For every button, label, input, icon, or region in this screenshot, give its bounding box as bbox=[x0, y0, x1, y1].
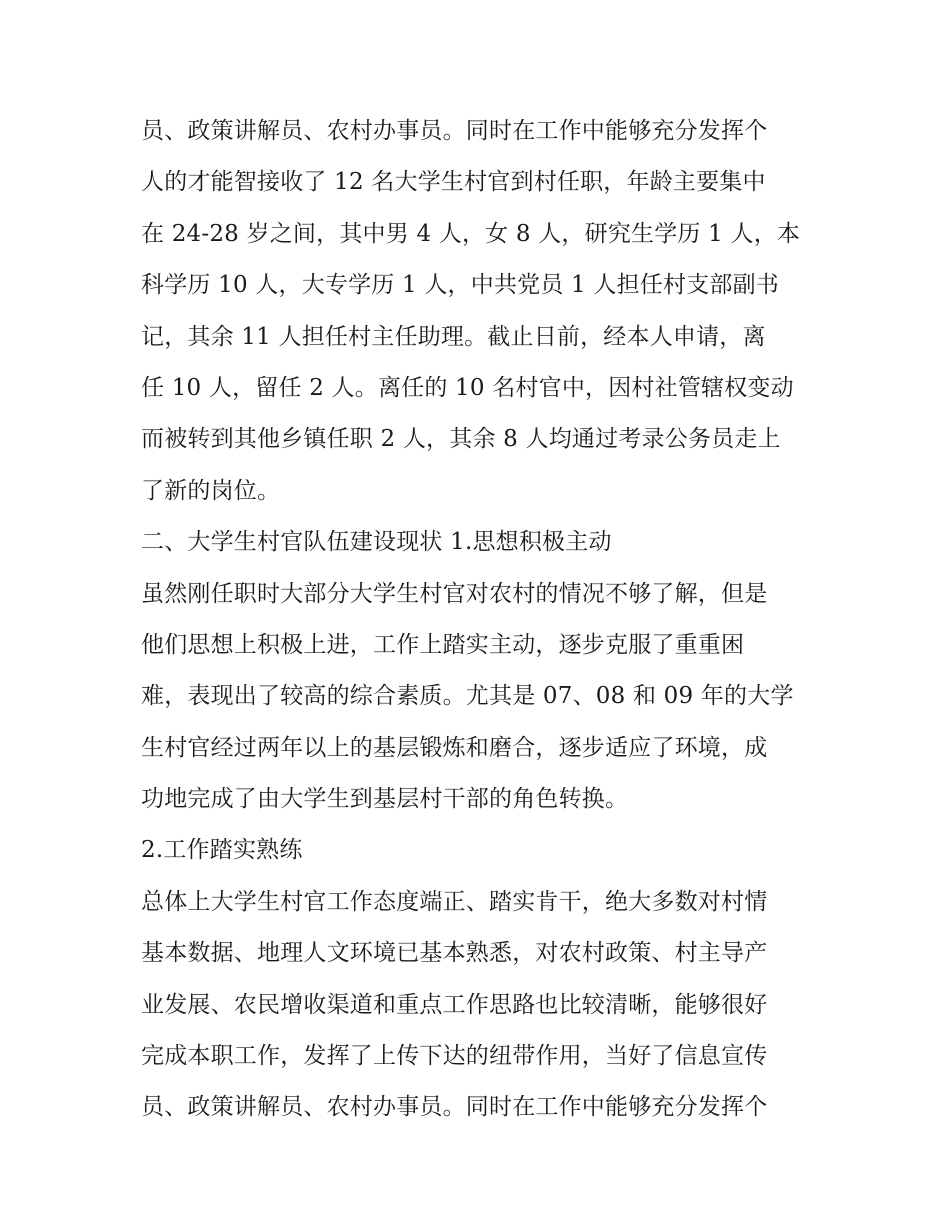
paragraph-line: 业发展、农民增收渠道和重点工作思路也比较清晰，能够很好 bbox=[141, 991, 768, 1018]
paragraph-line: 员、政策讲解员、农村办事员。同时在工作中能够充分发挥个 bbox=[141, 118, 768, 144]
body-text bbox=[141, 106, 821, 1134]
paragraph-line: 而被转到其他乡镇任职 2 人，其余 8 人均通过考录公务员走上 bbox=[141, 426, 781, 453]
paragraph-line: 科学历 10 人，大专学历 1 人，中共党员 1 人担任村支部副书 bbox=[141, 272, 779, 299]
paragraph-line: 虽然刚任职时大部分大学生村官对农村的情况不够了解，但是 bbox=[141, 580, 768, 607]
paragraph-line: 记，其余 11 人担任村主任助理。截止日前，经本人申请，离 bbox=[141, 323, 766, 350]
section-heading: 二、大学生村官队伍建设现状 1.思想积极主动 bbox=[141, 529, 612, 556]
paragraph-line: 员、政策讲解员、农村办事员。同时在工作中能够充分发挥个 bbox=[141, 1094, 768, 1121]
paragraph-line: 总体上大学生村官工作态度端正、踏实肯干，绝大多数对村情 bbox=[141, 888, 768, 915]
paragraph-line: 难，表现出了较高的综合素质。尤其是 07、08 和 09 年的大学 bbox=[141, 683, 794, 710]
paragraph-line: 在 24-28 岁之间，其中男 4 人，女 8 人，研究生学历 1 人，本 bbox=[141, 220, 801, 247]
paragraph-line: 他们思想上积极上进，工作上踏实主动，逐步克服了重重困 bbox=[141, 631, 745, 658]
paragraph-line: 了新的岗位。 bbox=[141, 477, 281, 504]
paragraph-line: 任 10 人，留任 2 人。离任的 10 名村官中，因村社管辖权变动 bbox=[141, 374, 794, 401]
paragraph-line: 基本数据、地理人文环境已基本熟悉，对农村政策、村主导产 bbox=[141, 940, 768, 967]
paragraph-line: 生村官经过两年以上的基层锻炼和磨合，逐步适应了环境，成 bbox=[141, 734, 768, 761]
paragraph-line: 功地完成了由大学生到基层村干部的角色转换。 bbox=[141, 786, 629, 813]
paragraph-line: 完成本职工作，发挥了上传下达的纽带作用，当好了信息宣传 bbox=[141, 1043, 768, 1070]
paragraph-line: 人的才能智接收了 12 名大学生村官到村任职，年龄主要集中 bbox=[141, 169, 766, 196]
subsection-heading: 2.工作踏实熟练 bbox=[141, 837, 303, 864]
